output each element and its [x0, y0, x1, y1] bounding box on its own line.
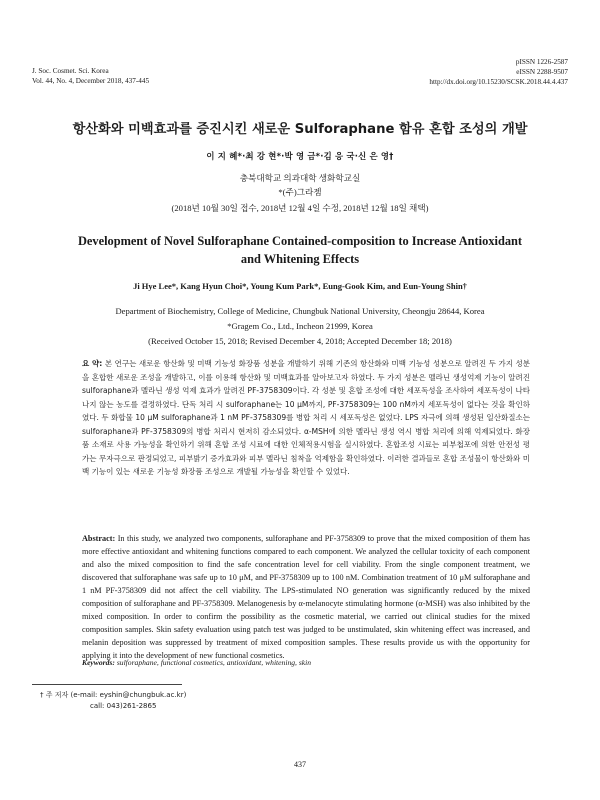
korean-abstract-label: 요 약: — [82, 359, 103, 368]
english-abstract — [82, 532, 530, 662]
korean-title: 항산화와 미백효과를 증진시킨 새로운 Sulforaphane 함유 혼합 조성의 개발 — [72, 122, 528, 137]
page-number: 437 — [294, 760, 306, 769]
journal-header-right — [429, 57, 568, 87]
journal-name: J. Soc. Cosmet. Sci. Korea — [32, 67, 109, 75]
footnote-corresponding-author: † 주 저자 (e-mail: eyshin@chungbuk.ac.kr) — [40, 691, 187, 699]
eissn: eISSN 2288-9507 — [516, 68, 568, 76]
footnote-phone: call: 043)261-2865 — [90, 702, 157, 710]
english-title — [0, 232, 600, 268]
korean-authors: 이 지 혜*·최 강 현*·박 영 금*·김 응 국·신 은 영† — [206, 151, 394, 161]
korean-affiliation-1: 충북대학교 의과대학 생화학교실 — [239, 173, 361, 183]
pissn: pISSN 1226-2587 — [515, 58, 568, 66]
english-abstract-label: Abstract: — [82, 534, 116, 543]
footnote-divider — [32, 684, 182, 685]
doi-link[interactable]: http://dx.doi.org/10.15230/SCSK.2018.44.4.437 — [429, 78, 568, 86]
english-dates: (Received October 15, 2018; Revised December 4, 2018; Accepted December 18; 2018) — [148, 336, 452, 346]
english-title-line-2: and Whitening Effects — [240, 252, 360, 266]
korean-dates: (2018년 10월 30일 접수, 2018년 12월 4일 수정, 2018년 12월 18일 채택) — [171, 203, 429, 213]
korean-abstract-text: 본 연구는 새로운 항산화 및 미백 기능성 화장품 성분을 개발하기 위해 기존의 항산화와 미백 기능성 성분으로 알려진 두 가지 성분을 혼합한 새로운 조성을 개발하고, 이를 이용해 항산화 및 미백효과를 알아보고자 하였다. 두 가지 성분은 멜라닌 생성억제 기능이 알려진 sulforaphane과 멜라닌 생성 억제 효과가 알려진 PF-3758309이다. 각 성분 및 혼합 조성에 대한 세포독성을 조사하여 세포독성이 나타나지 않는 농도를 결정하였다. 단독 처리 시 sulforaphane는 10 μM까지, PF-3758309는 100 nM까지 세포독성이 없다는 것을 확인하였다. 두 화합물 10 μM sulforaphane과 1 nM PF-3758309를 병합 처리 시 세포독성은 없었다. LPS 자극에 의해 생성된 일산화질소는 sulforaphane과 PF-3758309의 병합 처리시 현저히 감소되었다. α-MSH에 의한 멜라닌 생성 역시 병합 처리에 의해 억제되었다. 화장품 소재로 사용 가능성을 확인하기 위해 혼합 조성 시료에 대한 인체적용시험을 실시하였다. 혼합조성 시료는 피부첩포에 의한 안전성 평가는 무자극으로 판정되었고, 피부밝기 증가효과와 피부 멜라닌 침착을 억제함을 확인하였다. 이러한 결과들로 혼합 조성물이 항산화와 미백 기능이 있는 새로운 기능성 화장품 조성으로 개발될 가능성을 확인할 수 있었다. — [82, 359, 530, 476]
english-affiliation-2: *Gragem Co., Ltd., Incheon 21999, Korea — [227, 321, 373, 331]
keywords-label: Keywords: — [82, 658, 115, 667]
korean-abstract — [82, 357, 530, 479]
korean-affiliation-2: *(주)그라젬 — [278, 187, 322, 197]
english-affiliation-1: Department of Biochemistry, College of Medicine, Chungbuk National University, Cheongju 28644, Korea — [115, 306, 485, 316]
journal-header-left — [32, 66, 149, 86]
keywords-text: sulforaphane, functional cosmetics, antioxidant, whitening, skin — [116, 658, 312, 667]
english-title-line-1: Development of Novel Sulforaphane Contained-composition to Increase Antioxidant — [77, 234, 523, 248]
keywords — [82, 658, 311, 667]
journal-volume: Vol. 44, No. 4, December 2018, 437-445 — [32, 77, 150, 85]
english-abstract-text: In this study, we analyzed two components, sulforaphane and PF-3758309 to prove that the mixed composition of them has more effective antioxidant and whitening functions compared to each component. We analyzed the cellular toxicity of each component and also the mixed composition to find the safe concentration level for cell viability. From the single component treatment, we discovered that sulforaphane was safe up to 10 μM, and PF-3758309 up to 100 nM. Combination treatment of 10 μM sulforaphane and 1 nM PF-3758309 did not affect the cell viability. The LPS-stimulated NO generation was significantly reduced by the mixed composition of sulforaphane and PF-3758309. Melanogenesis by α-melanocyte stimulating hormone (α-MSH) was also inhibited by the mixed composition. In order to confirm the possibility as the cosmetic material, we carried out clinical studies for the mixed composition samples. Skin safety evaluation using patch test was judged to be unstimulated, skin whitening effect was increased, and melanin deposition was suppressed by treatment of mixed composition samples. These results provide us with the opportunity for applying it into the development of new functional cosmetics. — [82, 534, 530, 660]
english-authors: Ji Hye Lee*, Kang Hyun Choi*, Young Kum Park*, Eung-Gook Kim, and Eun-Young Shin† — [133, 281, 467, 291]
